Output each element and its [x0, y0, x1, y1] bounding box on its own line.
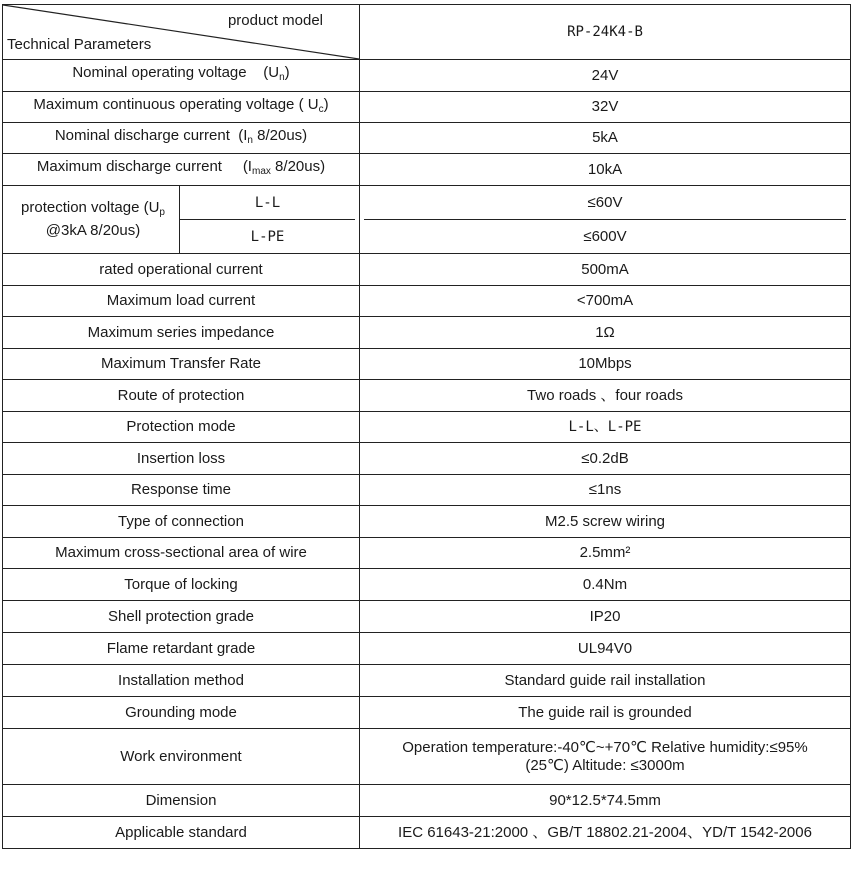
- table-row: [3, 412, 851, 443]
- value-cell: M2.5 screw wiring: [360, 506, 851, 538]
- value-cell: Standard guide rail installation: [360, 665, 851, 697]
- param-cell: Work environment: [3, 729, 360, 785]
- protection-mode-lpe: L-PE: [180, 219, 355, 253]
- value-cell: 0.4Nm: [360, 569, 851, 601]
- value-cell: L-L、L-PE: [360, 412, 851, 443]
- param-cell: Maximum continuous operating voltage ( $U_c$): [3, 92, 360, 123]
- spec-table: [2, 4, 851, 849]
- param-cell: Dimension: [3, 785, 360, 817]
- protection-voltage-value-cell: [360, 186, 851, 254]
- param-cell: Nominal operating voltage $(U_n)$: [3, 60, 360, 92]
- param-cell: Insertion loss: [3, 443, 360, 475]
- param-cell: Maximum load current: [3, 286, 360, 317]
- param-cell: Protection mode: [3, 412, 360, 443]
- work-env-line1: Operation temperature:-40℃~+70℃ Relative humidity:≤95%: [402, 738, 808, 756]
- table-row: [3, 506, 851, 538]
- param-cell: Flame retardant grade: [3, 633, 360, 665]
- header-row: [3, 5, 851, 60]
- table-row: [3, 60, 851, 92]
- param-cell: Type of connection: [3, 506, 360, 538]
- value-cell: IP20: [360, 601, 851, 633]
- param-cell: Shell protection grade: [3, 601, 360, 633]
- table-row: [3, 697, 851, 729]
- table-row: [3, 286, 851, 317]
- table-row: [3, 443, 851, 475]
- table-row: [3, 317, 851, 349]
- header-technical-parameters: Technical Parameters: [7, 36, 152, 53]
- header-diagonal-cell: [3, 5, 360, 60]
- param-cell: rated operational current: [3, 254, 360, 286]
- protection-voltage-row: [3, 186, 851, 254]
- model-value: RP-24K4-B: [360, 5, 851, 60]
- value-cell: 90*12.5*74.5mm: [360, 785, 851, 817]
- value-cell: UL94V0: [360, 633, 851, 665]
- protection-voltage-param-cell: [3, 186, 360, 254]
- param-cell: Torque of locking: [3, 569, 360, 601]
- param-cell: Grounding mode: [3, 697, 360, 729]
- param-cell: Maximum Transfer Rate: [3, 349, 360, 380]
- param-cell: Maximum discharge current ($I_{max}$ 8/20us): [3, 154, 360, 186]
- table-row: [3, 569, 851, 601]
- param-cell: Installation method: [3, 665, 360, 697]
- table-row: [3, 665, 851, 697]
- table-row: [3, 601, 851, 633]
- table-row: [3, 92, 851, 123]
- value-cell: Two roads 、four roads: [360, 380, 851, 412]
- value-cell: 10kA: [360, 154, 851, 186]
- value-cell: 10Mbps: [360, 349, 851, 380]
- table-row: [3, 380, 851, 412]
- table-row-work-environment: [3, 729, 851, 785]
- value-cell: ≤0.2dB: [360, 443, 851, 475]
- value-cell: ≤1ns: [360, 475, 851, 506]
- value-cell: The guide rail is grounded: [360, 697, 851, 729]
- table-row: [3, 817, 851, 849]
- value-cell: <700mA: [360, 286, 851, 317]
- table-row: [3, 538, 851, 569]
- value-cell: 500mA: [360, 254, 851, 286]
- table-row: [3, 349, 851, 380]
- table-row: [3, 475, 851, 506]
- param-cell: Response time: [3, 475, 360, 506]
- param-cell: Maximum series impedance: [3, 317, 360, 349]
- param-cell: Maximum cross-sectional area of wire: [3, 538, 360, 569]
- value-cell: 5kA: [360, 123, 851, 154]
- protection-value-ll: ≤60V: [587, 193, 623, 211]
- value-cell: IEC 61643-21:2000 、GB/T 18802.21-2004、YD/T 1542-2006: [360, 817, 851, 849]
- value-cell: [360, 729, 851, 785]
- table-row: [3, 154, 851, 186]
- table-row: [3, 123, 851, 154]
- protection-voltage-label: protection voltage ($U_p$ @3kA 8/20us): [7, 186, 180, 253]
- param-cell: Applicable standard: [3, 817, 360, 849]
- param-cell: Route of protection: [3, 380, 360, 412]
- value-cell: 2.5mm²: [360, 538, 851, 569]
- table-row: [3, 785, 851, 817]
- param-cell: Nominal discharge current ($I_n$ 8/20us): [3, 123, 360, 154]
- protection-value-lpe: ≤600V: [364, 219, 846, 253]
- work-env-line2: (25℃) Altitude: ≤3000m: [525, 756, 685, 774]
- value-cell: 24V: [360, 60, 851, 92]
- table-row: [3, 633, 851, 665]
- value-cell: 32V: [360, 92, 851, 123]
- header-product-model: product model: [227, 12, 323, 29]
- protection-mode-ll: L-L: [254, 194, 281, 211]
- value-cell: 1Ω: [360, 317, 851, 349]
- table-row: [3, 254, 851, 286]
